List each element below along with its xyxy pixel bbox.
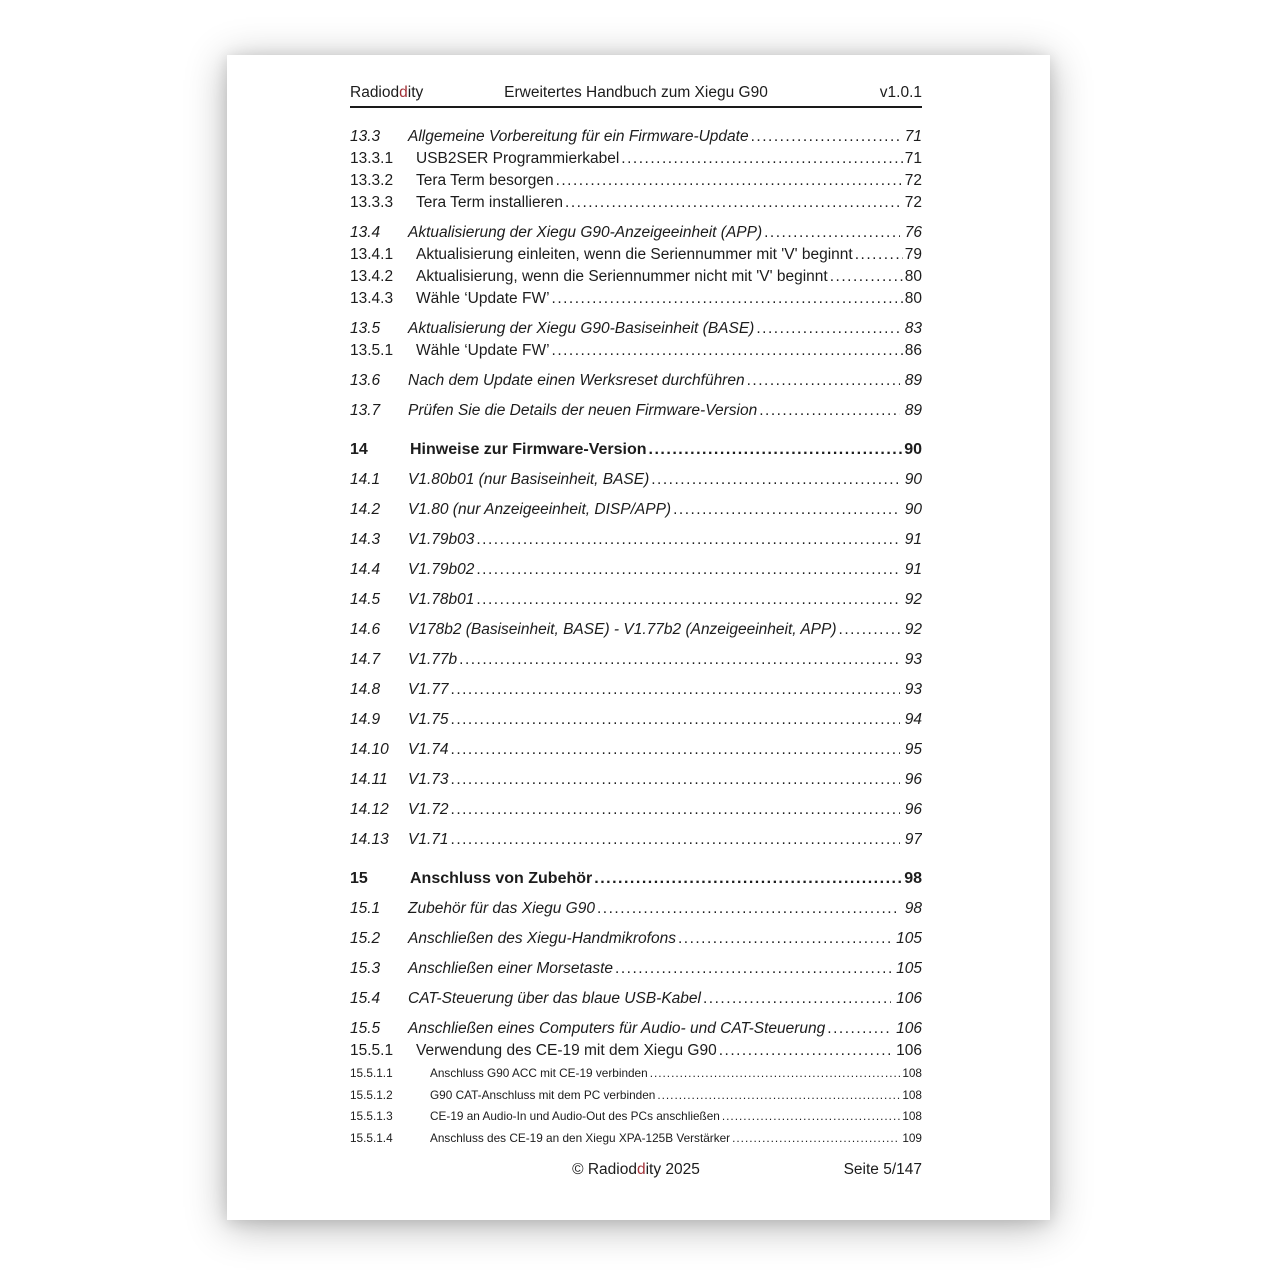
toc-entry-number: 14.1 [350, 471, 381, 488]
toc-entry-title: Aktualisierung, wenn die Seriennummer nicht mit 'V' beginnt [416, 268, 828, 285]
toc-leader-dots [615, 958, 891, 980]
toc-entry-number: 15.5.1.2 [350, 1087, 393, 1102]
toc-entry-page: 109 [902, 1130, 922, 1145]
page-footer [350, 1161, 922, 1183]
toc-leader-dots [751, 126, 900, 148]
toc-entry [350, 1127, 922, 1149]
copyright-pre: © Radiod [572, 1161, 637, 1178]
toc-entry-number: 14.3 [350, 531, 381, 548]
toc-entry-number: 15.2 [350, 930, 381, 947]
toc-entry-number: 13.3 [350, 128, 381, 145]
toc-entry-title: Verwendung des CE-19 mit dem Xiegu G90 [416, 1042, 717, 1059]
toc-entry-title: Anschließen einer Morsetaste [408, 960, 614, 977]
toc-entry-page: 72 [904, 172, 922, 189]
toc-entry-title: Anschließen des Xiegu-Handmikrofons [408, 930, 676, 947]
toc-entry-number: 14.7 [350, 651, 381, 668]
toc-entry [350, 469, 922, 491]
toc-entry-title: G90 CAT-Anschluss mit dem PC verbinden [430, 1087, 656, 1102]
toc-entry-page: 86 [904, 342, 922, 359]
toc-entry-page: 98 [904, 900, 922, 917]
toc-leader-dots [827, 1018, 891, 1040]
toc-entry [350, 148, 922, 170]
toc-leader-dots [719, 1040, 894, 1062]
toc-entry-number: 13.5 [350, 320, 381, 337]
toc-entry-title: Aktualisierung der Xiegu G90-Basiseinheit (BASE) [408, 320, 755, 337]
toc-leader-dots [597, 898, 900, 920]
toc-entry [350, 340, 922, 362]
page-number-label: Seite 5/147 [843, 1161, 922, 1178]
toc-entry-number: 13.5.1 [350, 342, 394, 359]
toc-entry-title: V1.72 [408, 801, 449, 818]
toc-leader-dots [451, 739, 900, 761]
toc-leader-dots [759, 400, 900, 422]
toc-entry-title: Zubehör für das Xiegu G90 [408, 900, 595, 917]
toc-entry-page: 98 [904, 870, 922, 887]
toc-leader-dots [839, 619, 900, 641]
toc-entry-title: V1.73 [408, 771, 449, 788]
toc-entry [350, 370, 922, 392]
toc-entry [350, 1062, 922, 1084]
toc-entry [350, 619, 922, 641]
copyright-post: ity 2025 [645, 1161, 700, 1178]
toc-leader-dots [756, 318, 899, 340]
toc-entry [350, 988, 922, 1010]
toc-entry-title: V1.77 [408, 681, 449, 698]
toc-entry-number: 15.1 [350, 900, 381, 917]
document-title: Erweitertes Handbuch zum Xiegu G90 [504, 84, 768, 101]
toc-entry-number: 14.8 [350, 681, 381, 698]
toc-leader-dots [476, 529, 899, 551]
toc-entry-title: V178b2 (Basiseinheit, BASE) - V1.77b2 (Anzeigeeinheit, APP) [408, 621, 837, 638]
toc-entry-number: 15 [350, 870, 368, 887]
toc-entry-number: 15.5.1.3 [350, 1109, 393, 1123]
toc-entry-page: 71 [904, 128, 922, 145]
toc-entry [350, 244, 922, 266]
toc-entry [350, 499, 922, 521]
toc-entry-title: V1.74 [408, 741, 449, 758]
header-rule [350, 106, 922, 108]
toc-entry-page: 93 [904, 651, 922, 668]
toc-entry-title: V1.77b [408, 651, 458, 668]
toc-entry [350, 829, 922, 851]
toc-entry [350, 589, 922, 611]
toc-leader-dots [703, 988, 891, 1010]
toc-entry-number: 14.10 [350, 741, 389, 758]
toc-entry-number: 15.5.1 [350, 1042, 394, 1059]
toc-entry [350, 439, 922, 461]
toc-entry [350, 170, 922, 192]
toc-entry-page: 91 [904, 561, 922, 578]
toc-entry-title: CAT-Steuerung über das blaue USB-Kabel [408, 990, 701, 1007]
toc-entry-title: Wähle ‘Update FW’ [416, 290, 550, 307]
toc-entry-title: Anschluss G90 ACC mit CE-19 verbinden [430, 1066, 648, 1080]
toc-entry-page: 89 [904, 402, 922, 419]
toc-entry-page: 96 [904, 801, 922, 818]
toc-entry-number: 15.5 [350, 1020, 381, 1037]
toc-entry [350, 126, 922, 148]
toc-entry [350, 958, 922, 980]
toc-entry-number: 15.4 [350, 990, 381, 1007]
toc-entry-title: Nach dem Update einen Werksreset durchführen [408, 372, 745, 389]
toc-entry [350, 1018, 922, 1040]
toc-entry [350, 1105, 922, 1127]
toc-entry-page: 91 [904, 531, 922, 548]
toc-entry-page: 92 [904, 621, 922, 638]
toc-leader-dots [565, 192, 903, 214]
toc-leader-dots [451, 769, 900, 791]
toc-entry-number: 13.7 [350, 402, 381, 419]
brand-text-post: ity [407, 84, 424, 101]
toc-entry-page: 80 [904, 290, 922, 307]
toc-entry-number: 13.4.3 [350, 290, 394, 307]
toc-leader-dots [673, 499, 900, 521]
toc-entry-number: 13.4.2 [350, 268, 394, 285]
toc-entry-title: Wähle ‘Update FW’ [416, 342, 550, 359]
toc-entry [350, 559, 922, 581]
toc-leader-dots [732, 1127, 900, 1149]
toc-leader-dots [451, 709, 900, 731]
toc-entry-page: 79 [904, 246, 922, 263]
toc-entry-page: 95 [904, 741, 922, 758]
toc-entry [350, 192, 922, 214]
toc-entry-page: 92 [904, 591, 922, 608]
toc-leader-dots [476, 559, 899, 581]
toc-leader-dots [451, 829, 900, 851]
toc-leader-dots [855, 244, 903, 266]
toc-entry-number: 14.2 [350, 501, 381, 518]
toc-leader-dots [650, 1062, 901, 1084]
toc-entry-page: 106 [896, 1042, 922, 1059]
toc-entry-page: 76 [904, 224, 922, 241]
toc-entry-title: Tera Term installieren [416, 194, 564, 211]
toc-entry-title: V1.79b03 [408, 531, 475, 548]
toc-leader-dots [657, 1084, 900, 1106]
toc-entry-number: 14.6 [350, 621, 381, 638]
toc-entry-title: Prüfen Sie die Details der neuen Firmware-Version [408, 402, 758, 419]
toc-entry [350, 288, 922, 310]
brand-logo [350, 83, 493, 103]
toc-entry-title: Anschluss von Zubehör [410, 870, 593, 887]
toc-entry [350, 928, 922, 950]
toc-entry-number: 14.5 [350, 591, 381, 608]
toc-entry-title: USB2SER Programmierkabel [416, 150, 620, 167]
toc-leader-dots [459, 649, 900, 671]
toc-entry-number: 15.5.1.4 [350, 1130, 393, 1145]
toc-leader-dots [556, 170, 903, 192]
toc-entry-page: 93 [904, 681, 922, 698]
document-page [227, 55, 1050, 1220]
toc-entry-number: 14.13 [350, 831, 389, 848]
table-of-contents [350, 126, 922, 1148]
toc-entry-title: V1.75 [408, 711, 449, 728]
toc-entry-page: 80 [904, 268, 922, 285]
toc-entry-title: Tera Term besorgen [416, 172, 554, 189]
toc-entry-page: 108 [902, 1087, 922, 1102]
toc-entry [350, 318, 922, 340]
toc-entry-number: 14 [350, 441, 368, 458]
toc-leader-dots [621, 148, 902, 170]
toc-entry [350, 529, 922, 551]
toc-leader-dots [649, 439, 905, 461]
toc-leader-dots [594, 868, 904, 890]
toc-leader-dots [678, 928, 891, 950]
toc-entry-number: 15.5.1.1 [350, 1066, 393, 1080]
toc-entry-title: V1.79b02 [408, 561, 475, 578]
toc-entry [350, 799, 922, 821]
toc-leader-dots [747, 370, 900, 392]
toc-entry-number: 13.4 [350, 224, 381, 241]
toc-entry-page: 71 [904, 150, 922, 167]
toc-entry-page: 96 [904, 771, 922, 788]
toc-entry-number: 13.6 [350, 372, 381, 389]
toc-entry-number: 13.3.1 [350, 150, 394, 167]
toc-entry-title: Aktualisierung der Xiegu G90-Anzeigeeinheit (APP) [408, 224, 763, 241]
toc-entry-page: 105 [896, 960, 922, 977]
toc-entry-title: Anschluss des CE-19 an den Xiegu XPA-125B Verstärker [430, 1130, 731, 1145]
toc-entry-page: 108 [902, 1109, 922, 1123]
toc-entry-page: 72 [904, 194, 922, 211]
toc-entry-page: 90 [904, 501, 922, 518]
toc-entry-number: 14.9 [350, 711, 381, 728]
toc-entry-title: Aktualisierung einleiten, wenn die Seriennummer mit 'V' beginnt [416, 246, 853, 263]
toc-entry-number: 13.3.3 [350, 194, 394, 211]
copyright-accent-letter: d [636, 1161, 646, 1178]
toc-entry-page: 89 [904, 372, 922, 389]
page-header [350, 83, 922, 103]
version-label: v1.0.1 [879, 84, 922, 101]
toc-leader-dots [722, 1105, 900, 1127]
toc-entry-number: 13.4.1 [350, 246, 394, 263]
toc-entry [350, 769, 922, 791]
toc-entry-title: V1.80b01 (nur Basiseinheit, BASE) [408, 471, 650, 488]
brand-accent-letter: d [399, 84, 408, 101]
toc-entry [350, 709, 922, 731]
brand-text-pre: Radiod [350, 84, 400, 101]
copyright-text [350, 1161, 922, 1179]
toc-entry-title: Hinweise zur Firmware-Version [410, 441, 647, 458]
toc-entry-page: 97 [904, 831, 922, 848]
toc-leader-dots [830, 266, 903, 288]
toc-entry-page: 94 [904, 711, 922, 728]
toc-entry-title: Anschließen eines Computers für Audio- und CAT-Steuerung [408, 1020, 826, 1037]
toc-entry-page: 105 [896, 930, 922, 947]
toc-entry-number: 14.11 [350, 771, 388, 788]
toc-entry [350, 649, 922, 671]
toc-entry [350, 1084, 922, 1106]
toc-entry [350, 868, 922, 890]
toc-entry-number: 13.3.2 [350, 172, 394, 189]
toc-entry-page: 90 [904, 441, 922, 458]
toc-entry [350, 400, 922, 422]
toc-leader-dots [451, 799, 900, 821]
toc-entry-number: 14.12 [350, 801, 389, 818]
toc-leader-dots [476, 589, 899, 611]
toc-entry-title: V1.80 (nur Anzeigeeinheit, DISP/APP) [408, 501, 672, 518]
toc-entry-page: 83 [904, 320, 922, 337]
toc-entry-title: Allgemeine Vorbereitung für ein Firmware-Update [408, 128, 749, 145]
toc-entry-title: CE-19 an Audio-In und Audio-Out des PCs anschließen [430, 1109, 720, 1123]
toc-entry-title: V1.78b01 [408, 591, 475, 608]
toc-leader-dots [552, 288, 903, 310]
toc-entry-page: 90 [904, 471, 922, 488]
toc-leader-dots [764, 222, 900, 244]
toc-entry-page: 106 [896, 1020, 922, 1037]
toc-entry [350, 266, 922, 288]
toc-leader-dots [451, 679, 900, 701]
toc-entry-title: V1.71 [408, 831, 449, 848]
toc-entry-page: 108 [902, 1066, 922, 1080]
toc-leader-dots [651, 469, 900, 491]
toc-entry-number: 14.4 [350, 561, 381, 578]
toc-entry [350, 679, 922, 701]
toc-entry [350, 222, 922, 244]
toc-entry [350, 1040, 922, 1062]
toc-entry [350, 739, 922, 761]
toc-entry [350, 898, 922, 920]
toc-leader-dots [552, 340, 903, 362]
toc-entry-page: 106 [896, 990, 922, 1007]
toc-entry-number: 15.3 [350, 960, 381, 977]
